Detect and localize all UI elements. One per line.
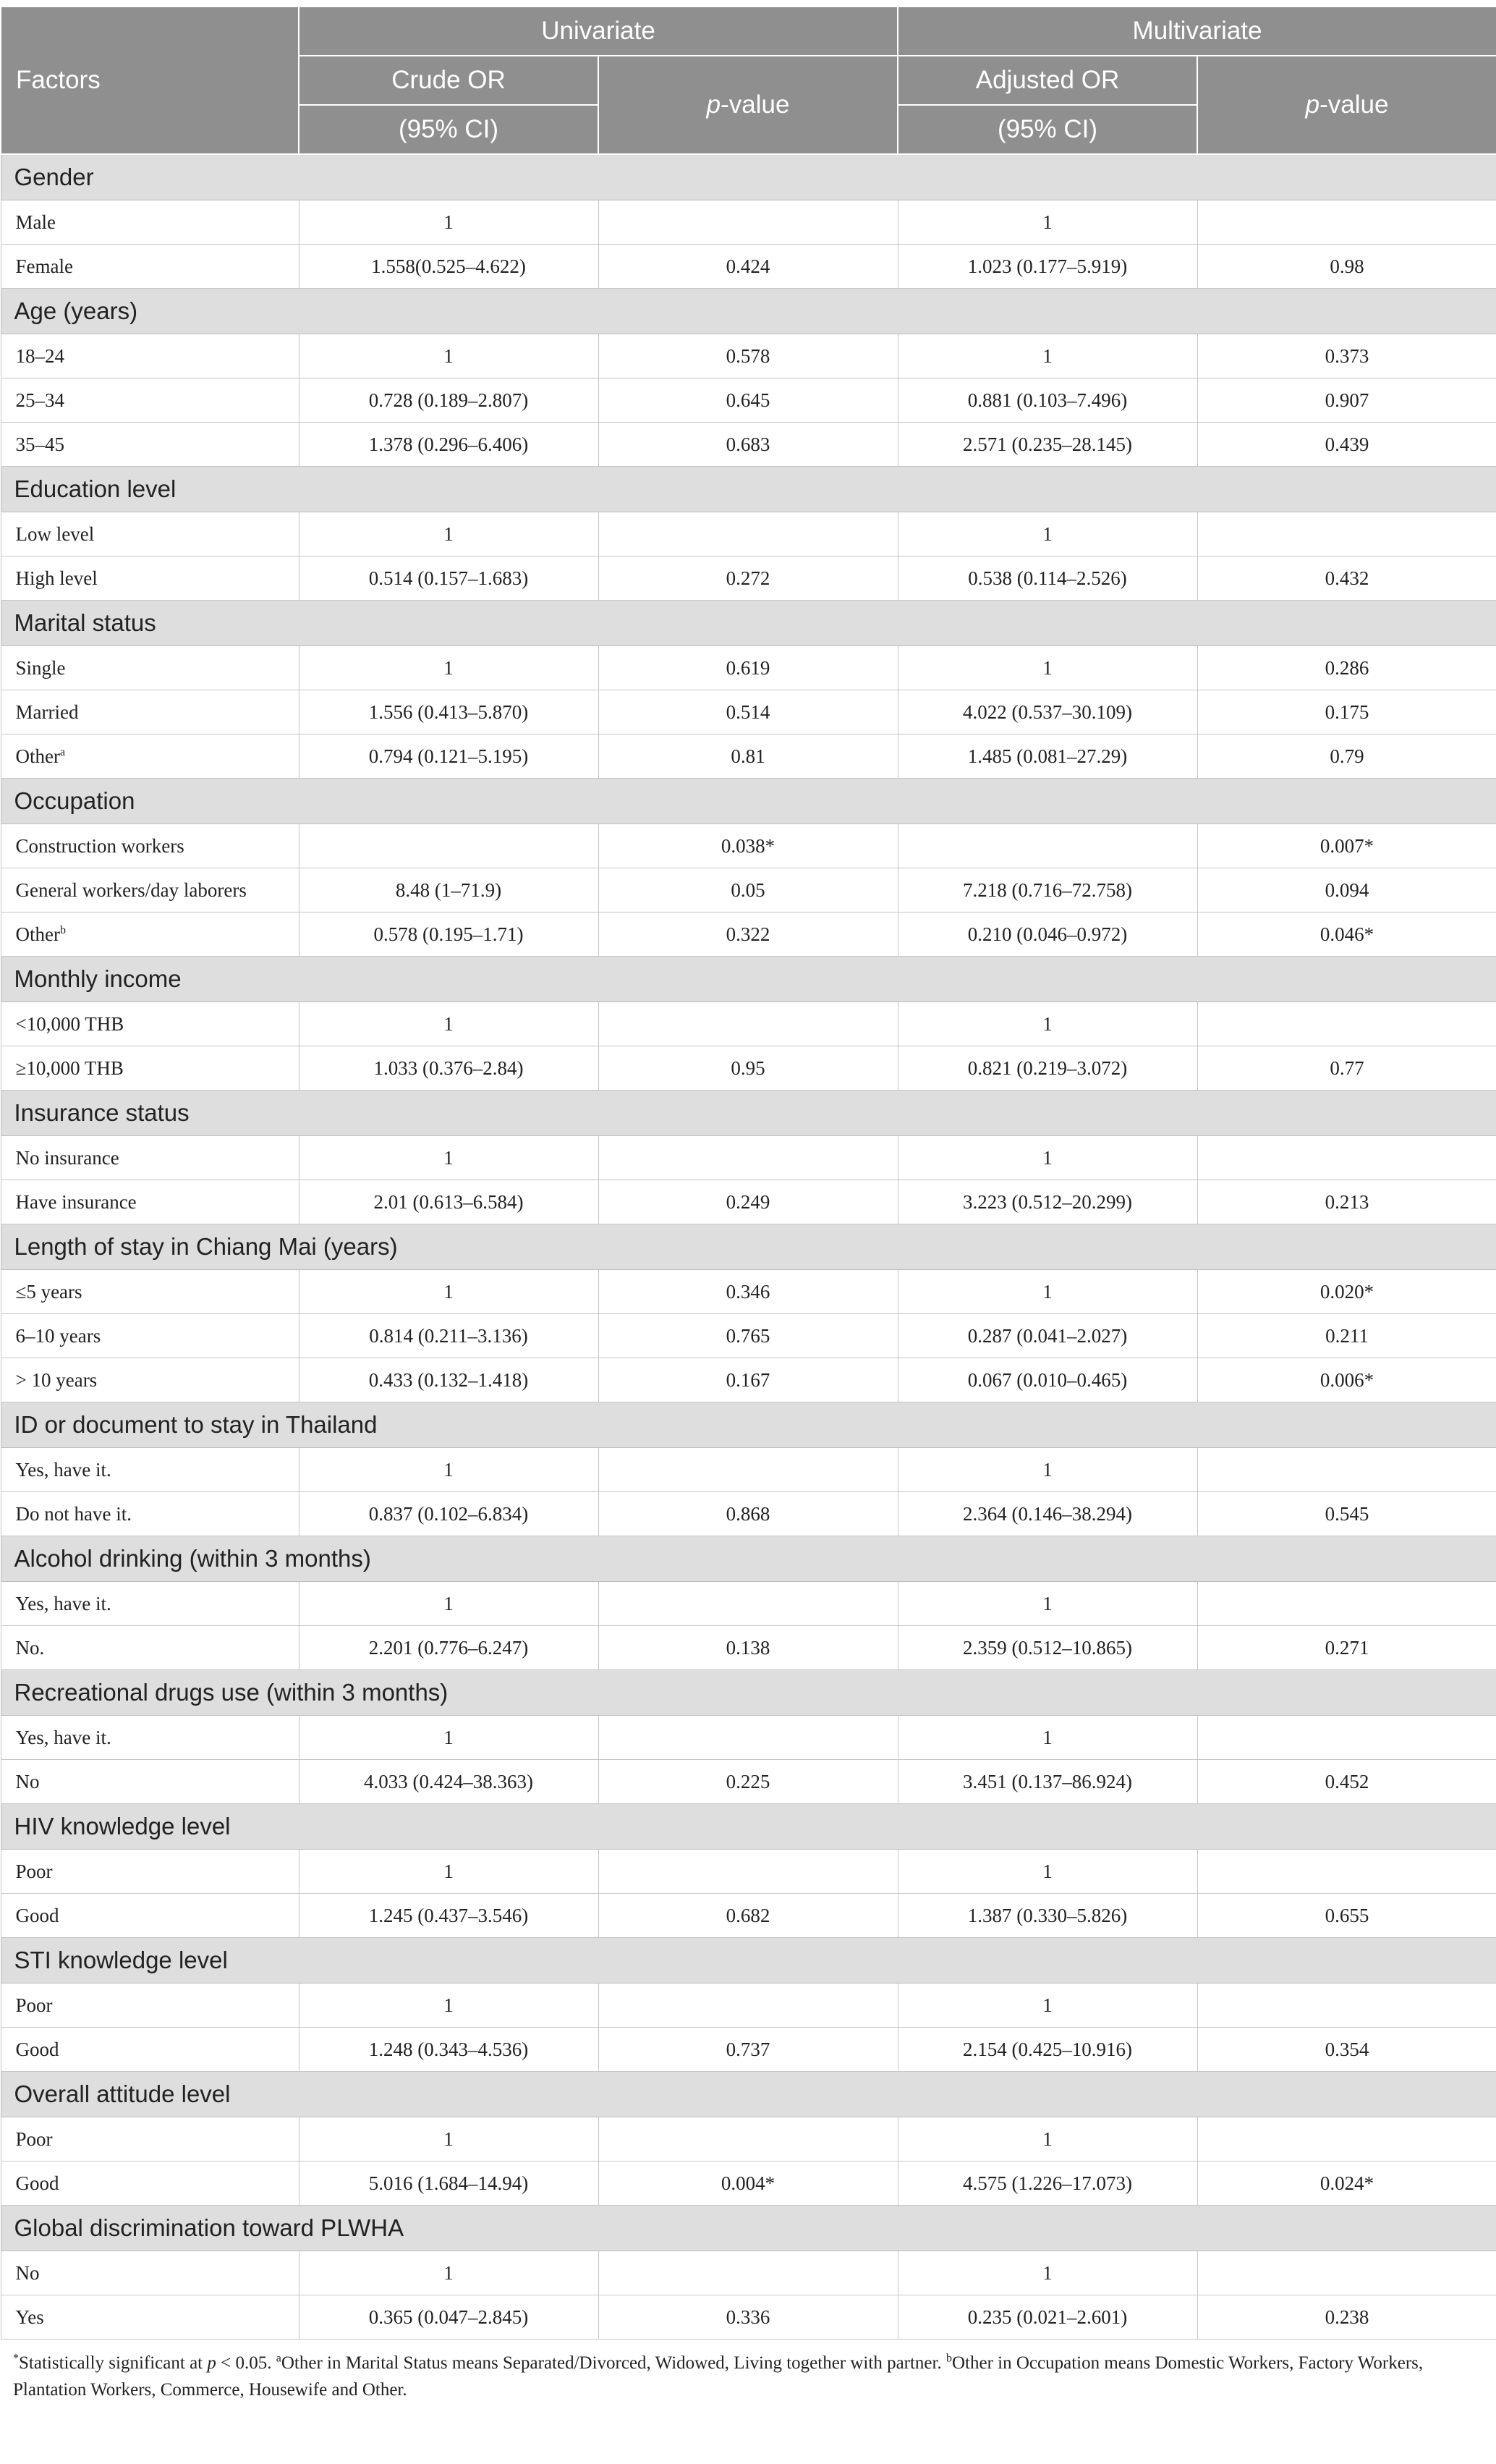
factor-label: Poor — [15, 1994, 53, 2016]
category-label: Age (years) — [1, 289, 1496, 334]
category-label: Recreational drugs use (within 3 months) — [1, 1670, 1496, 1716]
crude-or-cell: 0.578 (0.195–1.71) — [299, 913, 598, 957]
category-row — [1, 1224, 1496, 1270]
factor-label: Good — [15, 1904, 59, 1926]
category-label: Insurance status — [1, 1091, 1496, 1136]
multivariate-p-cell — [1197, 512, 1496, 556]
univariate-p-cell — [598, 2117, 898, 2162]
crude-or-cell: 1 — [299, 1716, 598, 1760]
factor-label-cell — [1, 1448, 299, 1492]
table-row — [1, 690, 1496, 734]
factor-label-cell — [1, 2251, 299, 2295]
univariate-p-cell: 0.81 — [598, 734, 898, 779]
category-row — [1, 289, 1496, 334]
category-row — [1, 601, 1496, 646]
crude-or-cell: 1 — [299, 1270, 598, 1314]
factor-label: Do not have it. — [15, 1502, 132, 1525]
footnote-text-2: < 0.05. — [216, 2353, 276, 2373]
crude-or-cell: 1 — [299, 1136, 598, 1180]
factor-label-cell — [1, 245, 299, 289]
category-row — [1, 1402, 1496, 1448]
category-row — [1, 957, 1496, 1002]
adjusted-or-cell: 7.218 (0.716–72.758) — [898, 868, 1197, 913]
crude-ci-header: (95% CI) — [299, 105, 598, 154]
category-row — [1, 2072, 1496, 2117]
table-row — [1, 824, 1496, 868]
adjusted-or-cell: 2.154 (0.425–10.916) — [898, 2028, 1197, 2072]
adjusted-or-cell: 0.287 (0.041–2.027) — [898, 1314, 1197, 1358]
factor-label-cell — [1, 1984, 299, 2028]
category-label: Marital status — [1, 601, 1496, 646]
multivariate-p-cell: 0.432 — [1197, 556, 1496, 601]
factor-label: Poor — [15, 1860, 53, 1882]
factor-label: Yes, have it. — [15, 1726, 111, 1748]
adjusted-or-cell: 1 — [898, 1002, 1197, 1046]
factor-label: 6–10 years — [15, 1324, 101, 1347]
crude-or-cell — [299, 824, 598, 868]
multivariate-p-cell: 0.79 — [1197, 734, 1496, 779]
adjusted-or-cell: 1 — [898, 1716, 1197, 1760]
footnote-text-4: Other in Occupation means Domestic Workers, Factory Workers, Plantation Workers, Commerce, Housewife and Other. — [13, 2353, 1424, 2400]
multivariate-p-cell — [1197, 1002, 1496, 1046]
table-row — [1, 1358, 1496, 1402]
univariate-p-cell: 0.424 — [598, 245, 898, 289]
crude-or-cell: 0.837 (0.102–6.834) — [299, 1492, 598, 1536]
factor-label-cell — [1, 2028, 299, 2072]
factor-label-cell — [1, 1358, 299, 1402]
adjusted-or-cell: 4.575 (1.226–17.073) — [898, 2162, 1197, 2206]
crude-or-cell: 0.794 (0.121–5.195) — [299, 734, 598, 779]
crude-or-cell: 1.248 (0.343–4.536) — [299, 2028, 598, 2072]
factor-label-cell — [1, 378, 299, 423]
univariate-p-cell: 0.336 — [598, 2295, 898, 2340]
category-label: ID or document to stay in Thailand — [1, 1402, 1496, 1448]
adjusted-or-cell: 0.821 (0.219–3.072) — [898, 1046, 1197, 1091]
factor-label-cell — [1, 334, 299, 378]
multivariate-p-cell: 0.77 — [1197, 1046, 1496, 1091]
univariate-p-cell: 0.868 — [598, 1492, 898, 1536]
factor-label: Yes, have it. — [15, 1458, 111, 1481]
adjusted-or-cell: 1 — [898, 1270, 1197, 1314]
table-row — [1, 2251, 1496, 2295]
table-row — [1, 378, 1496, 423]
adjusted-or-cell: 0.235 (0.021–2.601) — [898, 2295, 1197, 2340]
category-row — [1, 1670, 1496, 1716]
category-label: HIV knowledge level — [1, 1804, 1496, 1850]
adjusted-or-cell: 0.067 (0.010–0.465) — [898, 1358, 1197, 1402]
factor-label: Other — [15, 745, 60, 767]
crude-or-cell: 1.245 (0.437–3.546) — [299, 1894, 598, 1938]
table-row — [1, 2117, 1496, 2162]
multivariate-p-cell: 0.006* — [1197, 1358, 1496, 1402]
univariate-p-cell: 0.683 — [598, 423, 898, 467]
category-label: Alcohol drinking (within 3 months) — [1, 1536, 1496, 1582]
table-row — [1, 1314, 1496, 1358]
factor-label: High level — [15, 567, 98, 589]
crude-or-cell: 5.016 (1.684–14.94) — [299, 2162, 598, 2206]
factor-label-cell — [1, 1716, 299, 1760]
factor-label-cell — [1, 1002, 299, 1046]
multivariate-p-cell — [1197, 2117, 1496, 2162]
table-row — [1, 1136, 1496, 1180]
multivariate-p-cell — [1197, 1716, 1496, 1760]
p-value-suffix: -value — [1319, 90, 1389, 119]
crude-or-cell: 2.01 (0.613–6.584) — [299, 1180, 598, 1224]
multivariate-p-value-header — [1197, 56, 1496, 154]
adjusted-or-cell: 3.451 (0.137–86.924) — [898, 1760, 1197, 1804]
factor-label: Single — [15, 656, 66, 679]
factor-label-cell — [1, 1626, 299, 1670]
multivariate-p-cell: 0.020* — [1197, 1270, 1496, 1314]
factor-label-cell — [1, 556, 299, 601]
adjusted-or-cell: 0.881 (0.103–7.496) — [898, 378, 1197, 423]
table-row — [1, 646, 1496, 690]
univariate-p-cell: 0.038* — [598, 824, 898, 868]
multivariate-p-cell — [1197, 1448, 1496, 1492]
factor-footnote-marker: a — [59, 745, 66, 758]
univariate-p-cell: 0.05 — [598, 868, 898, 913]
footnote-text-1: Statistically significant at — [19, 2353, 208, 2373]
category-row — [1, 1938, 1496, 1984]
table-row — [1, 1270, 1496, 1314]
crude-or-cell: 8.48 (1–71.9) — [299, 868, 598, 913]
crude-or-cell: 1 — [299, 646, 598, 690]
category-row — [1, 1804, 1496, 1850]
factor-footnote-marker: b — [59, 923, 66, 936]
univariate-p-cell — [598, 1136, 898, 1180]
table-row — [1, 734, 1496, 779]
factor-label-cell — [1, 690, 299, 734]
category-label: Monthly income — [1, 957, 1496, 1002]
multivariate-p-cell: 0.286 — [1197, 646, 1496, 690]
table-row — [1, 2162, 1496, 2206]
crude-or-cell: 1 — [299, 2117, 598, 2162]
factor-label-cell — [1, 1136, 299, 1180]
factor-label-cell — [1, 512, 299, 556]
crude-or-cell: 1 — [299, 2251, 598, 2295]
factor-label-cell — [1, 1850, 299, 1894]
category-row — [1, 154, 1496, 200]
adjusted-or-cell: 2.364 (0.146–38.294) — [898, 1492, 1197, 1536]
category-label: Global discrimination toward PLWHA — [1, 2206, 1496, 2251]
table-row — [1, 512, 1496, 556]
crude-or-cell: 1.378 (0.296–6.406) — [299, 423, 598, 467]
category-label: Occupation — [1, 779, 1496, 824]
univariate-p-cell: 0.004* — [598, 2162, 898, 2206]
univariate-p-cell: 0.514 — [598, 690, 898, 734]
factor-label: Good — [15, 2172, 59, 2194]
univariate-p-cell — [598, 1984, 898, 2028]
table-row — [1, 1760, 1496, 1804]
table-row — [1, 2028, 1496, 2072]
category-row — [1, 779, 1496, 824]
factor-label: 25–34 — [15, 389, 64, 411]
adjusted-or-cell: 1 — [898, 646, 1197, 690]
univariate-p-cell — [598, 1716, 898, 1760]
factor-label: No insurance — [15, 1146, 119, 1169]
multivariate-p-cell: 0.024* — [1197, 2162, 1496, 2206]
table-row — [1, 1716, 1496, 1760]
table-row — [1, 1626, 1496, 1670]
factor-label: Yes, have it. — [15, 1592, 111, 1614]
univariate-p-cell — [598, 512, 898, 556]
odds-ratio-table — [0, 6, 1496, 2340]
univariate-p-cell: 0.249 — [598, 1180, 898, 1224]
factor-label-cell — [1, 913, 299, 957]
category-label: Length of stay in Chiang Mai (years) — [1, 1224, 1496, 1270]
table-row — [1, 2295, 1496, 2340]
factor-label-cell — [1, 824, 299, 868]
category-label: Gender — [1, 154, 1496, 200]
table-row — [1, 1492, 1496, 1536]
category-row — [1, 467, 1496, 512]
crude-or-cell: 0.514 (0.157–1.683) — [299, 556, 598, 601]
multivariate-p-cell — [1197, 2251, 1496, 2295]
crude-or-cell: 4.033 (0.424–38.363) — [299, 1760, 598, 1804]
factor-label-cell — [1, 200, 299, 245]
table-body — [1, 154, 1496, 2340]
factor-label-cell — [1, 2162, 299, 2206]
factor-label: Poor — [15, 2128, 53, 2150]
adjusted-or-cell: 1 — [898, 1448, 1197, 1492]
univariate-header: Univariate — [299, 7, 898, 56]
factor-label-cell — [1, 1760, 299, 1804]
factor-label: General workers/day laborers — [15, 879, 247, 901]
adjusted-or-cell: 1 — [898, 334, 1197, 378]
footnote-text-3: Other in Marital Status means Separated/Divorced, Widowed, Living together with partner. — [281, 2353, 946, 2373]
multivariate-p-cell: 0.046* — [1197, 913, 1496, 957]
univariate-p-value-header — [598, 56, 898, 154]
crude-or-cell: 1 — [299, 1582, 598, 1626]
footnote-sup-b: b — [945, 2352, 952, 2365]
multivariate-p-cell: 0.655 — [1197, 1894, 1496, 1938]
crude-or-cell: 1 — [299, 512, 598, 556]
multivariate-p-cell: 0.007* — [1197, 824, 1496, 868]
univariate-p-cell — [598, 200, 898, 245]
multivariate-p-cell: 0.094 — [1197, 868, 1496, 913]
table-row — [1, 1582, 1496, 1626]
table-row — [1, 1448, 1496, 1492]
adjusted-or-cell: 1.485 (0.081–27.29) — [898, 734, 1197, 779]
factor-label: Construction workers — [15, 834, 184, 857]
table-row — [1, 1894, 1496, 1938]
factor-label-cell — [1, 1894, 299, 1938]
multivariate-p-cell: 0.211 — [1197, 1314, 1496, 1358]
adjusted-ci-header: (95% CI) — [898, 105, 1197, 154]
multivariate-p-cell: 0.213 — [1197, 1180, 1496, 1224]
crude-or-cell: 1 — [299, 1448, 598, 1492]
results-table-container — [0, 6, 1496, 2403]
factor-label-cell — [1, 734, 299, 779]
univariate-p-cell: 0.737 — [598, 2028, 898, 2072]
factor-label-cell — [1, 1180, 299, 1224]
factor-label-cell — [1, 1046, 299, 1091]
univariate-p-cell — [598, 1582, 898, 1626]
factors-header: Factors — [1, 7, 299, 154]
category-row — [1, 2206, 1496, 2251]
multivariate-p-cell: 0.907 — [1197, 378, 1496, 423]
univariate-p-cell: 0.95 — [598, 1046, 898, 1091]
adjusted-or-cell: 4.022 (0.537–30.109) — [898, 690, 1197, 734]
table-row — [1, 200, 1496, 245]
factor-label: Male — [15, 211, 56, 233]
factor-label: No — [15, 2261, 40, 2284]
factor-label-cell — [1, 1270, 299, 1314]
adjusted-or-cell: 1 — [898, 1582, 1197, 1626]
crude-or-cell: 0.365 (0.047–2.845) — [299, 2295, 598, 2340]
adjusted-or-cell: 1 — [898, 2117, 1197, 2162]
multivariate-p-cell: 0.452 — [1197, 1760, 1496, 1804]
univariate-p-cell: 0.619 — [598, 646, 898, 690]
table-row — [1, 556, 1496, 601]
adjusted-or-cell: 1.023 (0.177–5.919) — [898, 245, 1197, 289]
factor-label: > 10 years — [15, 1368, 98, 1391]
factor-label: Low level — [15, 522, 95, 545]
crude-or-cell: 2.201 (0.776–6.247) — [299, 1626, 598, 1670]
footnote-p: p — [207, 2353, 216, 2373]
adjusted-or-cell: 0.538 (0.114–2.526) — [898, 556, 1197, 601]
factor-label-cell — [1, 1492, 299, 1536]
univariate-p-cell: 0.272 — [598, 556, 898, 601]
univariate-p-cell: 0.578 — [598, 334, 898, 378]
table-row — [1, 1180, 1496, 1224]
factor-label-cell — [1, 423, 299, 467]
p-value-suffix: -value — [721, 90, 790, 119]
univariate-p-cell: 0.765 — [598, 1314, 898, 1358]
table-row — [1, 334, 1496, 378]
univariate-p-cell: 0.322 — [598, 913, 898, 957]
table-row — [1, 1046, 1496, 1091]
multivariate-p-cell: 0.373 — [1197, 334, 1496, 378]
adjusted-or-cell: 1 — [898, 1984, 1197, 2028]
factor-label: Good — [15, 2038, 59, 2060]
univariate-p-cell: 0.138 — [598, 1626, 898, 1670]
univariate-p-cell: 0.645 — [598, 378, 898, 423]
univariate-p-cell — [598, 1448, 898, 1492]
table-header — [1, 7, 1496, 154]
crude-or-cell: 0.728 (0.189–2.807) — [299, 378, 598, 423]
adjusted-or-cell: 1 — [898, 200, 1197, 245]
category-row — [1, 1091, 1496, 1136]
factor-label: No. — [15, 1636, 45, 1659]
adjusted-or-cell: 1 — [898, 2251, 1197, 2295]
multivariate-p-cell — [1197, 1582, 1496, 1626]
footnote-star: * — [13, 2352, 19, 2365]
multivariate-p-cell: 0.175 — [1197, 690, 1496, 734]
crude-or-cell: 1 — [299, 1984, 598, 2028]
univariate-p-cell: 0.346 — [598, 1270, 898, 1314]
multivariate-p-cell — [1197, 200, 1496, 245]
adjusted-or-cell: 1 — [898, 1136, 1197, 1180]
factor-label: Have insurance — [15, 1190, 137, 1213]
factor-label-cell — [1, 646, 299, 690]
univariate-p-cell: 0.167 — [598, 1358, 898, 1402]
univariate-p-cell: 0.225 — [598, 1760, 898, 1804]
adjusted-or-cell: 1 — [898, 1850, 1197, 1894]
crude-or-cell: 1.033 (0.376–2.84) — [299, 1046, 598, 1091]
crude-or-cell: 0.814 (0.211–3.136) — [299, 1314, 598, 1358]
factor-label: 18–24 — [15, 344, 64, 367]
crude-or-cell: 1.556 (0.413–5.870) — [299, 690, 598, 734]
adjusted-or-cell: 3.223 (0.512–20.299) — [898, 1180, 1197, 1224]
multivariate-p-cell: 0.238 — [1197, 2295, 1496, 2340]
univariate-p-cell — [598, 2251, 898, 2295]
adjusted-or-header: Adjusted OR — [898, 56, 1197, 105]
category-label: STI knowledge level — [1, 1938, 1496, 1984]
factor-label: <10,000 THB — [15, 1012, 124, 1035]
factor-label: 35–45 — [15, 433, 64, 455]
factor-label: No — [15, 1770, 40, 1792]
multivariate-p-cell — [1197, 1850, 1496, 1894]
factor-label: ≥10,000 THB — [15, 1057, 124, 1079]
factor-label-cell — [1, 1314, 299, 1358]
factor-label: Other — [15, 923, 60, 945]
factor-label: Yes — [15, 2306, 44, 2328]
factor-label: ≤5 years — [15, 1280, 82, 1303]
multivariate-p-cell — [1197, 1136, 1496, 1180]
crude-or-header: Crude OR — [299, 56, 598, 105]
adjusted-or-cell — [898, 824, 1197, 868]
category-label: Overall attitude level — [1, 2072, 1496, 2117]
crude-or-cell: 1 — [299, 200, 598, 245]
multivariate-p-cell — [1197, 1984, 1496, 2028]
univariate-p-cell — [598, 1002, 898, 1046]
table-row — [1, 913, 1496, 957]
factor-label-cell — [1, 1582, 299, 1626]
table-row — [1, 868, 1496, 913]
p-italic: p — [1305, 90, 1320, 119]
category-row — [1, 1536, 1496, 1582]
univariate-p-cell: 0.682 — [598, 1894, 898, 1938]
footnote-sup-a: a — [276, 2352, 281, 2365]
crude-or-cell: 1 — [299, 1002, 598, 1046]
multivariate-p-cell: 0.98 — [1197, 245, 1496, 289]
factor-label-cell — [1, 2117, 299, 2162]
table-row — [1, 1984, 1496, 2028]
factor-label: Married — [15, 700, 79, 723]
factor-label-cell — [1, 2295, 299, 2340]
crude-or-cell: 1 — [299, 1850, 598, 1894]
multivariate-header: Multivariate — [898, 7, 1496, 56]
adjusted-or-cell: 2.359 (0.512–10.865) — [898, 1626, 1197, 1670]
table-footnote — [0, 2340, 1496, 2403]
multivariate-p-cell: 0.439 — [1197, 423, 1496, 467]
adjusted-or-cell: 2.571 (0.235–28.145) — [898, 423, 1197, 467]
table-row — [1, 423, 1496, 467]
adjusted-or-cell: 0.210 (0.046–0.972) — [898, 913, 1197, 957]
factor-label-cell — [1, 868, 299, 913]
table-row — [1, 245, 1496, 289]
crude-or-cell: 1.558(0.525–4.622) — [299, 245, 598, 289]
table-row — [1, 1850, 1496, 1894]
multivariate-p-cell: 0.271 — [1197, 1626, 1496, 1670]
table-row — [1, 1002, 1496, 1046]
factor-label: Female — [15, 255, 73, 277]
multivariate-p-cell: 0.354 — [1197, 2028, 1496, 2072]
p-italic: p — [706, 90, 721, 119]
adjusted-or-cell: 1 — [898, 512, 1197, 556]
crude-or-cell: 0.433 (0.132–1.418) — [299, 1358, 598, 1402]
multivariate-p-cell: 0.545 — [1197, 1492, 1496, 1536]
univariate-p-cell — [598, 1850, 898, 1894]
category-label: Education level — [1, 467, 1496, 512]
crude-or-cell: 1 — [299, 334, 598, 378]
adjusted-or-cell: 1.387 (0.330–5.826) — [898, 1894, 1197, 1938]
